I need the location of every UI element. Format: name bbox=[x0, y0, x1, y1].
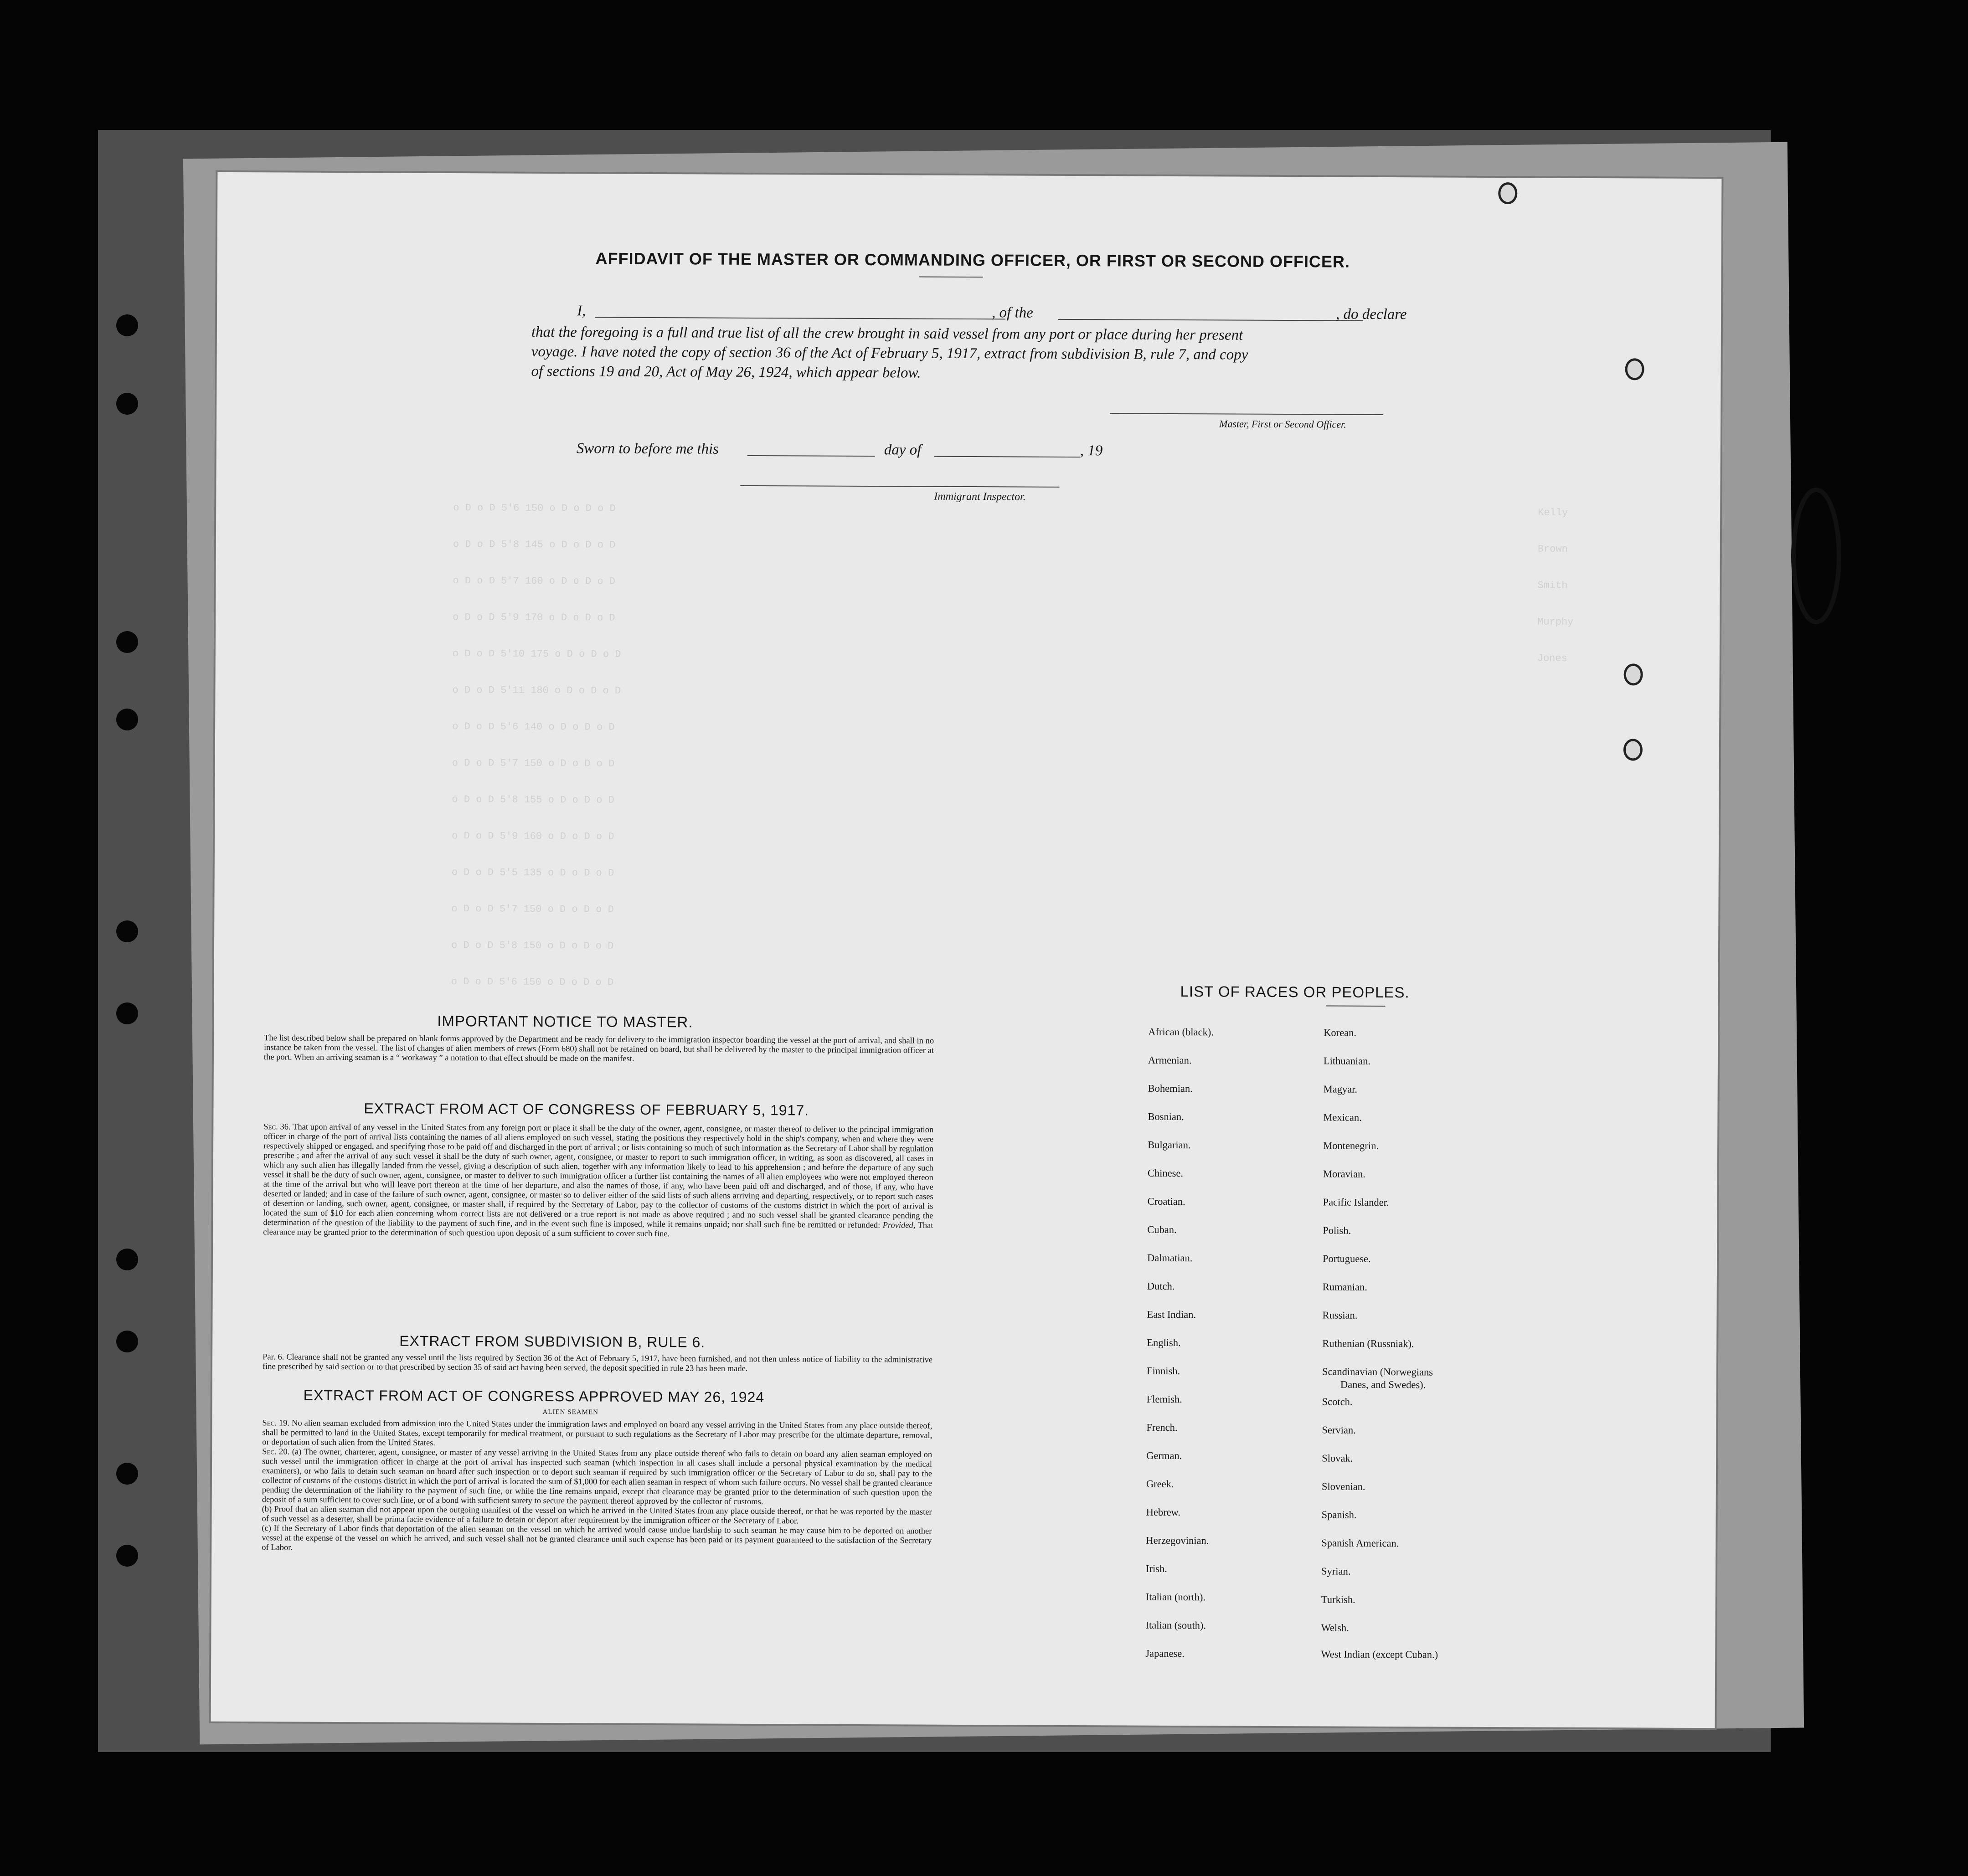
affidavit-line-2: that the foregoing is a full and true list of all the crew brought in said vessel from any port or place during her present bbox=[531, 324, 1243, 344]
race-item: Polish. bbox=[1323, 1224, 1351, 1236]
race-item: Finnish. bbox=[1146, 1365, 1180, 1377]
svg-text:Brown: Brown bbox=[1537, 543, 1568, 555]
race-item: African (black). bbox=[1148, 1026, 1214, 1038]
race-item: French. bbox=[1146, 1421, 1178, 1434]
binder-hole bbox=[116, 1002, 138, 1024]
binder-hole bbox=[116, 1545, 138, 1567]
proviso-text: That clearance may be granted prior to the determination of such question upon deposit of a sum sufficient to cover such fine. bbox=[263, 1221, 933, 1239]
race-item: Japanese. bbox=[1145, 1647, 1185, 1660]
sec-20c-text: (c) If the Secretary of Labor finds that deportation of the alien seaman on the vessel on which he arrived would cause undue hardship to such seaman he may cause him to be deported on another vessel at the expense of the vessel on which he arrived, and such vessel shall not be granted clearance until such expense has been paid or its payment guaranteed to the satisfaction of the Secretary of Labor. bbox=[262, 1524, 932, 1552]
punch-ring bbox=[1624, 663, 1643, 685]
race-item: Spanish American. bbox=[1321, 1537, 1399, 1549]
affidavit-i: I, bbox=[577, 303, 586, 319]
race-item: Magyar. bbox=[1323, 1083, 1358, 1095]
race-item: Pacific Islander. bbox=[1323, 1196, 1389, 1208]
binder-hole bbox=[116, 314, 138, 336]
race-item: Chinese. bbox=[1147, 1167, 1184, 1179]
race-item: German. bbox=[1146, 1449, 1182, 1462]
race-item: Italian (north). bbox=[1145, 1591, 1206, 1603]
race-item: Bulgarian. bbox=[1148, 1139, 1191, 1151]
svg-text:o D o D 5'8 145: o D o D 5'8 145 o D o D o D bbox=[453, 539, 616, 551]
svg-text:Jones: Jones bbox=[1537, 653, 1567, 664]
svg-text:Murphy: Murphy bbox=[1537, 616, 1574, 628]
affidavit-of-the: , of the bbox=[992, 304, 1033, 321]
binder-hole bbox=[116, 1463, 138, 1485]
extract-1924-title: EXTRACT FROM ACT OF CONGRESS APPROVED MAY 26, 1924 bbox=[303, 1387, 765, 1406]
svg-text:o D o D 5'6 140: o D o D 5'6 140 o D o D o D bbox=[452, 721, 615, 733]
race-item: Moravian. bbox=[1323, 1168, 1366, 1180]
sec-19-text: No alien seaman excluded from admission into the United States under the immigration laws and employed on board any vessel arriving in the United States from any place outside thereof, shall be permitted to land in the United States, except temporarily for medical treatment, or pursuant to such regulations as the Secretary of Labor may prescribe for the ultimate departure, removal, or deportation of such alien from the United States. bbox=[262, 1419, 932, 1448]
race-item: Turkish. bbox=[1321, 1593, 1355, 1605]
master-caption: Master, First or Second Officer. bbox=[1219, 418, 1346, 430]
race-item: Dalmatian. bbox=[1147, 1252, 1193, 1264]
svg-text:Smith: Smith bbox=[1537, 580, 1568, 591]
binder-hole bbox=[116, 709, 138, 730]
svg-text:o D o D 5'6 150: o D o D 5'6 150 o D o D o D bbox=[453, 502, 616, 514]
year-label: , 19 bbox=[1080, 442, 1103, 459]
race-item: Montenegrin. bbox=[1323, 1140, 1379, 1151]
race-item-continuation: Danes, and Swedes). bbox=[1340, 1378, 1426, 1391]
race-item: Lithuanian. bbox=[1323, 1055, 1371, 1067]
proviso-label: Provided, bbox=[882, 1221, 916, 1230]
affidavit-do-declare: , do declare bbox=[1336, 306, 1407, 323]
race-item: Scandinavian (Norwegians bbox=[1322, 1366, 1433, 1378]
punch-ring bbox=[1623, 739, 1643, 761]
race-item: Bohemian. bbox=[1148, 1082, 1193, 1095]
race-item: West Indian (except Cuban.) bbox=[1321, 1648, 1438, 1660]
sworn-label: Sworn to before me this bbox=[576, 440, 719, 457]
punch-ring bbox=[1625, 358, 1644, 380]
race-item: Korean. bbox=[1324, 1027, 1357, 1038]
svg-text:o D o D 5'8 150: o D o D 5'8 150 o D o D o D bbox=[451, 940, 614, 952]
race-item: Welsh. bbox=[1321, 1622, 1349, 1634]
sec-20a-text: (a) The owner, charterer, agent, consignee, or master of any vessel arriving in the United States from any place outside thereof who fails to detain on board any alien seaman employed on such vessel until the immigration officer in charge at the port of arrival has inspected such seaman (which inspection in all cases shall include a personal physical examination by the medical examiners), or who fails to detain such seaman on board after such inspection or to deport such seaman if required by such immigration officer or the Secretary of Labor to do so, shall pay to the collector of customs of the customs district in which the port of arrival is located the sum of $1,000 for each alien seaman in respect of whom such failure occurs. No vessel shall be granted clearance pending the determination of the liability to the payment of such fine, or while the fine remains unpaid, except that clearance may be granted prior to the determination of such question upon the deposit of a sum sufficient to cover such fine, or of a bond with sufficient surety to secure the payment thereof approved by the collector of customs. bbox=[262, 1447, 932, 1507]
race-item: Scotch. bbox=[1322, 1396, 1353, 1408]
binder-hole bbox=[116, 631, 138, 653]
sec-19-label: Sec. 19. bbox=[262, 1419, 290, 1428]
sec-20-label: Sec. 20. bbox=[262, 1447, 290, 1457]
svg-text:o D o D 5'10 175: o D o D 5'10 175 o D o D o D bbox=[452, 648, 621, 660]
binder-hole bbox=[116, 920, 138, 942]
svg-text:o D o D 5'9 160: o D o D 5'9 160 o D o D o D bbox=[452, 830, 614, 843]
svg-text:o D o D 5'11 180: o D o D 5'11 180 o D o D o D bbox=[452, 684, 621, 697]
day-of-label: day of bbox=[884, 442, 922, 458]
race-item: Cuban. bbox=[1147, 1223, 1177, 1236]
extract-1917-body bbox=[263, 1122, 933, 1240]
race-item: Spanish. bbox=[1321, 1509, 1357, 1521]
race-item: Irish. bbox=[1146, 1562, 1168, 1574]
binder-hole bbox=[116, 1249, 138, 1270]
race-item: Bosnian. bbox=[1148, 1110, 1184, 1123]
race-item: Ruthenian (Russniak). bbox=[1322, 1337, 1414, 1350]
race-item: Syrian. bbox=[1321, 1565, 1351, 1577]
svg-text:o D o D 5'7 150: o D o D 5'7 150 o D o D o D bbox=[451, 903, 614, 915]
race-item: English. bbox=[1147, 1336, 1181, 1349]
race-item: Servian. bbox=[1322, 1424, 1356, 1436]
svg-text:o D o D 5'7 160: o D o D 5'7 160 o D o D o D bbox=[453, 575, 616, 587]
punch-ring bbox=[1498, 182, 1517, 204]
race-item: Armenian. bbox=[1148, 1054, 1192, 1066]
svg-text:o D o D 5'5 135: o D o D 5'5 135 o D o D o D bbox=[451, 867, 614, 879]
race-item: Croatian. bbox=[1147, 1195, 1185, 1208]
race-item: East Indian. bbox=[1147, 1308, 1196, 1321]
notice-title: IMPORTANT NOTICE TO MASTER. bbox=[437, 1012, 693, 1031]
svg-text:o D o D 5'7 150: o D o D 5'7 150 o D o D o D bbox=[452, 757, 615, 770]
race-item: Slovenian. bbox=[1321, 1480, 1365, 1492]
race-item: Greek. bbox=[1146, 1478, 1174, 1490]
handwritten-circle-mark bbox=[1787, 483, 1846, 629]
race-item: Dutch. bbox=[1147, 1280, 1175, 1292]
alien-seamen-subtitle: ALIEN SEAMEN bbox=[542, 1408, 599, 1416]
race-item: Herzegovinian. bbox=[1146, 1534, 1209, 1547]
race-item: Italian (south). bbox=[1145, 1619, 1206, 1631]
svg-text:o D o D 5'8 155: o D o D 5'8 155 o D o D o D bbox=[452, 794, 614, 806]
sec-36-text: That upon arrival of any vessel in the United States from any foreign port or place it shall be the duty of the owner, agent, consignee, or master thereof to deliver to the principal immigration officer in charge of the port of arrival lists containing the names of all aliens employed on such vessel, stating the positions they respectively hold in the ship's company, when and where they were respectively shipped or engaged, and specifying those to be paid off and discharged in the port of arrival ; or lists containing so much of such information as the Secretary of Labor shall by regulation prescribe ; and after the arrival of any such vessel it shall be the duty of such owner, agent, consignee, or master to report to such immigration officer, in writing, as soon as discovered, all cases in which any such alien has illegally landed from the vessel, giving a description of such alien, together with any information likely to lead to his apprehension ; and before the departure of any such vessel it shall be the duty of such owner, agent, consignee, or master to deliver to such immigration officer a further list containing the names of all alien employees who were not employed thereon at the time of the arrival but who will leave port thereon at the time of her departure, and also the names of those, if any, who have been paid off and discharged, and of those, if any, who have deserted or landed; and in case of the failure of such owner, agent, consignee, or master so to deliver either of the said lists of such aliens arriving and departing, respectively, or to report such cases of desertion or landing, such owner, agent, consignee, or master shall, if required by the Secretary of Labor, pay to the collector of customs of the customs district in which the port of arrival is located the sum of $10 for each alien concerning whom correct lists are not delivered or a true report is not made as above required ; and no such vessel shall be granted clearance pending the determination of the question of the liability to the payment of such fine, and in the event such fine is imposed, while it remains unpaid; nor shall such fine be remitted or refunded: bbox=[263, 1122, 934, 1230]
affidavit-line-4: of sections 19 and 20, Act of May 26, 1924, which appear below. bbox=[531, 363, 921, 381]
affidavit-title: AFFIDAVIT OF THE MASTER OR COMMANDING OFFICER, OR FIRST OR SECOND OFFICER. bbox=[595, 249, 1350, 271]
extract-rule6-body: Par. 6. Clearance shall not be granted any vessel until the lists required by Section 36 of the Act of February 5, 1917, have been furnished, and not then unless notice of liability to the administrative fine prescribed by said section or to that prescribed by section 35 of said act having been served, the deposit specified in rule 23 has been made. bbox=[262, 1352, 933, 1373]
svg-text:o D o D 5'6 150: o D o D 5'6 150 o D o D o D bbox=[451, 976, 614, 988]
notice-body: The list described below shall be prepared on blank forms approved by the Department and be ready for delivery to the immigration inspector boarding the vessel at the port of arrival, and shall in no instance be taken from the vessel. The list of changes of alien members of crews (Form 680) shall not be retained on board, but shall be delivered by the master to the principal immigration officer at the port. When an arriving seaman is a “ workaway ” a notation to that effect should be made on the manifest. bbox=[263, 1033, 934, 1064]
extract-rule6-title: EXTRACT FROM SUBDIVISION B, RULE 6. bbox=[399, 1332, 706, 1351]
manifest-page bbox=[211, 172, 1722, 1728]
races-title: LIST OF RACES OR PEOPLES. bbox=[1180, 983, 1410, 1001]
sec-36-label: Sec. 36. bbox=[263, 1122, 291, 1132]
sec-20b-text: (b) Proof that an alien seaman did not appear upon the outgoing manifest of the vessel on which he arrived in the United States from any place outside thereof, or that he was reported by the master of such vessel as a deserter, shall be prima facie evidence of a failure to detain or deport after requirement by the immigration officer or the Secretary of Labor. bbox=[262, 1505, 932, 1526]
race-item: Flemish. bbox=[1146, 1393, 1182, 1405]
affidavit-line-3: voyage. I have noted the copy of section 36 of the Act of February 5, 1917, extract from subdivision B, rule 7, and copy bbox=[531, 343, 1248, 363]
race-item: Slovak. bbox=[1322, 1452, 1353, 1464]
race-item: Portuguese. bbox=[1322, 1253, 1371, 1264]
race-item: Rumanian. bbox=[1322, 1281, 1367, 1293]
svg-text:Kelly: Kelly bbox=[1538, 507, 1568, 519]
binder-hole bbox=[116, 393, 138, 415]
race-item: Russian. bbox=[1322, 1309, 1358, 1321]
svg-text:o D o D 5'9 170: o D o D 5'9 170 o D o D o D bbox=[453, 612, 615, 624]
race-item: Hebrew. bbox=[1146, 1506, 1181, 1518]
binder-hole bbox=[116, 1331, 138, 1352]
extract-1917-title: EXTRACT FROM ACT OF CONGRESS OF FEBRUARY 5, 1917. bbox=[364, 1100, 809, 1119]
extract-1924-body bbox=[262, 1419, 932, 1555]
race-item: Mexican. bbox=[1323, 1111, 1362, 1123]
inspector-caption: Immigrant Inspector. bbox=[934, 490, 1026, 503]
